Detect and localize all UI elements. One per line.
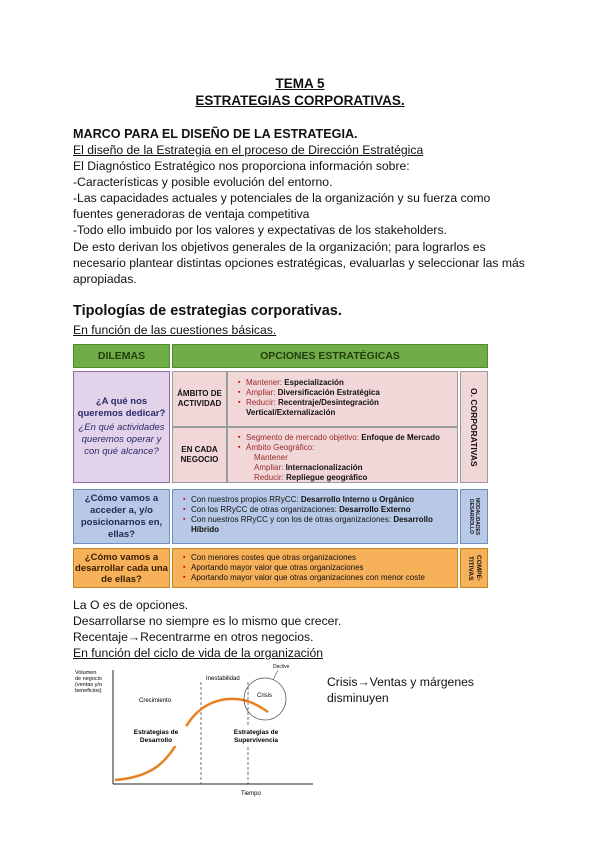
negocio-option: ▪ Ámbito Geográfico: bbox=[238, 443, 457, 453]
paragraph-line: necesario plantear distintas opciones estratégicas, evaluarlas y seleccionar las más bbox=[73, 256, 525, 270]
section1-subheading: El diseño de la Estrategia en el proceso de Dirección Estratégica bbox=[73, 143, 424, 157]
est-supervivencia: Supervivencia bbox=[233, 737, 279, 744]
section3-subheading: En función del ciclo de vida de la organización bbox=[73, 646, 324, 660]
paragraph-line: apropiadas. bbox=[73, 272, 137, 286]
side-corporativas: O. CORPORATIVAS bbox=[460, 371, 488, 483]
x-label: Tiempo bbox=[241, 791, 261, 797]
strategy-options-table bbox=[73, 344, 488, 590]
paragraph-line: El Diagnóstico Estratégico nos proporciona información sobre: bbox=[73, 159, 410, 173]
paragraph-line: De esto derivan los objetivos generales de la organización; para lograrlos es bbox=[73, 240, 486, 254]
modalidad-option: ▪ Con nuestros propios RRyCC: Desarrollo Interno u Orgánico bbox=[183, 495, 457, 505]
dilema-1 bbox=[73, 371, 170, 483]
phase-inestabilidad: Inestabilidad bbox=[206, 676, 240, 682]
competitiva-option: ▪ Aportando mayor valor que otras organizaciones con menor coste bbox=[183, 573, 457, 583]
section2-heading: Tipologías de estrategias corporativas. bbox=[73, 303, 342, 319]
phase-crisis: Crisis bbox=[257, 693, 272, 699]
paragraph-line: -Todo ello imbuido por los valores y expectativas de los stakeholders. bbox=[73, 223, 447, 237]
note-line: Recentaje→Recentrarme en otros negocios. bbox=[73, 630, 314, 644]
phase-declive: Declive bbox=[273, 664, 290, 670]
negocio-options bbox=[227, 427, 458, 483]
side-note-line: disminuyen bbox=[327, 691, 389, 705]
section2-subheading: En función de las cuestiones básicas. bbox=[73, 323, 277, 337]
ambito-options bbox=[227, 371, 458, 427]
y-label: de negocio bbox=[75, 676, 102, 682]
modalidad-option: ▪ Con nuestros RRyCC y con los de otras organizaciones: Desarrollo Híbrido bbox=[183, 515, 457, 535]
ambito-label: ÁMBITO DE ACTIVIDAD bbox=[172, 371, 227, 427]
ambito-option: ▪ Reducir: Recentraje/Desintegración Vertical/Externalización bbox=[238, 398, 457, 418]
negocio-sub: Mantener bbox=[254, 453, 288, 462]
side-note-line: Crisis→Ventas y márgenes bbox=[327, 675, 474, 689]
note-line: Desarrollarse no siempre es lo mismo que crecer. bbox=[73, 614, 342, 628]
modalidad-option: ▪ Con los RRyCC de otras organizaciones: Desarrollo Externo bbox=[183, 505, 457, 515]
y-label: (ventas y/o bbox=[75, 682, 102, 688]
negocio-option: ▪ Segmento de mercado objetivo: Enfoque de Mercado bbox=[238, 433, 457, 443]
modalidades-options bbox=[172, 489, 458, 544]
negocio-sub: Reducir: Repliegue geográfico bbox=[254, 473, 368, 482]
header-opciones: OPCIONES ESTRATÉGICAS bbox=[172, 344, 488, 368]
dilema-1-question: ¿A qué nos queremos dedicar? bbox=[77, 396, 166, 419]
note-line: La O es de opciones. bbox=[73, 598, 189, 612]
section1-heading: MARCO PARA EL DISEÑO DE LA ESTRATEGIA. bbox=[73, 127, 358, 141]
ambito-option: ▪ Mantener: Especialización bbox=[238, 378, 457, 388]
ambito-option: ▪ Ampliar: Diversificación Estratégica bbox=[238, 388, 457, 398]
dilema-2: ¿Cómo vamos a acceder a, y/o posicionarnos en, ellas? bbox=[73, 489, 170, 544]
dilema-3: ¿Cómo vamos a desarrollar cada una de ellas? bbox=[73, 548, 170, 588]
y-label: beneficios) bbox=[75, 688, 102, 694]
side-competitivas: COMPE-TITIVAS bbox=[460, 548, 488, 588]
competitiva-option: ▪ Con menores costes que otras organizaciones bbox=[183, 553, 457, 563]
est-desarrollo: Estrategias de bbox=[133, 729, 179, 736]
document-title: ESTRATEGIAS CORPORATIVAS. bbox=[195, 93, 405, 108]
competitivas-options bbox=[172, 548, 458, 588]
competitiva-option: ▪ Aportando mayor valor que otras organizaciones bbox=[183, 563, 457, 573]
side-modalidades: MODALIDADES DESARROLLO bbox=[460, 489, 488, 544]
paragraph-line: fuentes generadoras de ventaja competitiva bbox=[73, 207, 310, 221]
header-dilemas: DILEMAS bbox=[73, 344, 170, 368]
est-supervivencia: Estrategias de bbox=[233, 729, 279, 736]
side-note bbox=[327, 674, 474, 706]
est-desarrollo: Desarrollo bbox=[139, 737, 173, 744]
y-label: Volumen bbox=[75, 670, 97, 676]
negocio-sub: Ampliar: Internacionalización bbox=[254, 463, 363, 472]
lifecycle-diagram bbox=[73, 662, 323, 802]
dilema-1-italic: ¿En qué actividades queremos operar y con qué alcance? bbox=[78, 422, 165, 457]
negocio-label: EN CADA NEGOCIO bbox=[172, 427, 227, 483]
paragraph-line: -Las capacidades actuales y potenciales de la organización y su fuerza como bbox=[73, 191, 491, 205]
tema-title: TEMA 5 bbox=[275, 76, 325, 91]
paragraph-line: -Características y posible evolución del entorno. bbox=[73, 175, 333, 189]
phase-crecimiento: Crecimiento bbox=[139, 698, 172, 704]
